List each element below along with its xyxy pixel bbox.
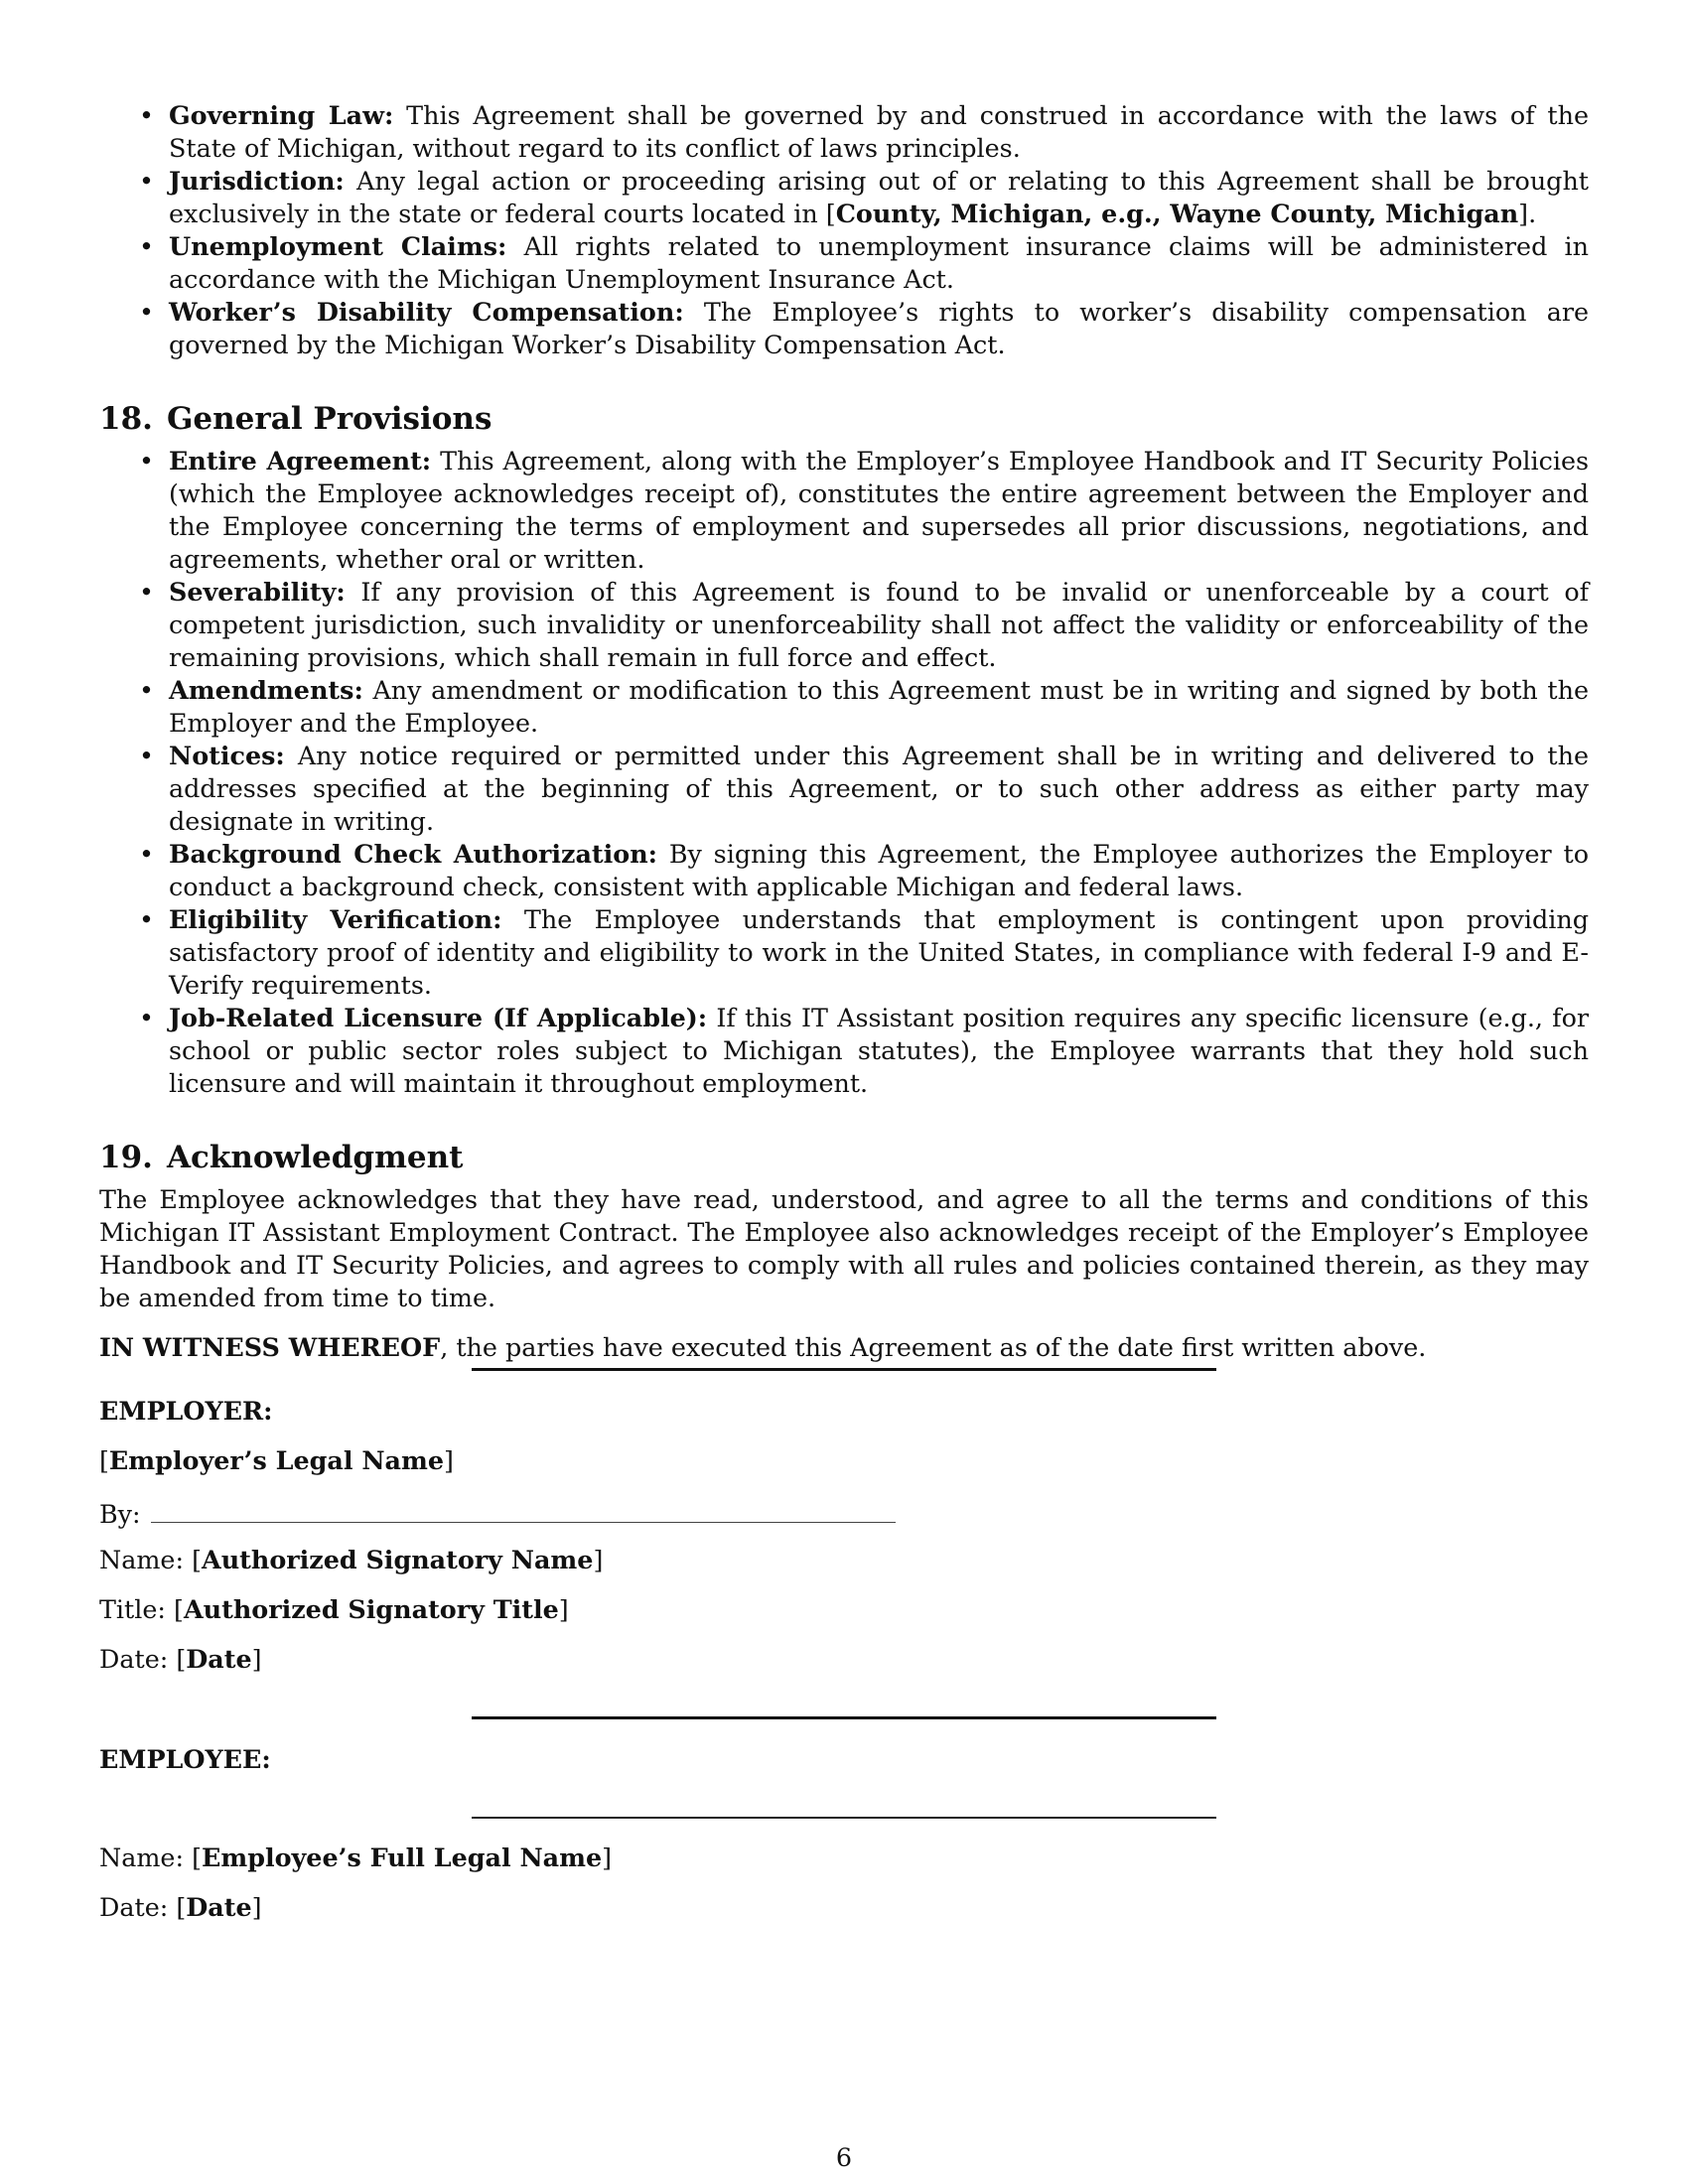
item-text: All rights related to unemployment insurance claims will be administered in accordance with the Michigan Unemployment Insurance Act.	[169, 231, 1589, 294]
by-label: By:	[99, 1499, 141, 1529]
item-text: By signing this Agreement, the Employee authorizes the Employer to conduct a background check, consistent with applicable Michigan and federal laws.	[169, 839, 1589, 901]
page-number: 6	[835, 2142, 853, 2172]
employee-heading: EMPLOYEE:	[99, 1744, 271, 1774]
list-item-jurisdiction	[99, 165, 1589, 230]
list-item-disability-compensation	[99, 296, 1589, 361]
item-text: The Employee understands that employment is contingent upon providing satisfactory proof of identity and eligibility to work in the United States, in compliance with federal I-9 and E-Verify requirements.	[169, 904, 1590, 1000]
section-18-list	[99, 445, 1589, 1100]
employer-heading: EMPLOYER:	[99, 1396, 273, 1426]
item-term: Background Check Authorization:	[169, 839, 658, 869]
acknowledgment-paragraph: The Employee acknowledges that they have read, understood, and agree to all the terms and conditions of this Michigan IT Assistant Employment Contract. The Employee also acknowledges receipt of the Employer’s Employee Handbook and IT Security Policies, and agrees to comply with all rules and policies contained therein, as they may be amended from time to time.	[99, 1184, 1589, 1312]
name-label: Name:	[99, 1545, 185, 1574]
title-label: Title:	[99, 1594, 166, 1624]
date-label: Date:	[99, 1892, 169, 1922]
section-number: 19.	[99, 1140, 153, 1175]
item-text: Any legal action or proceeding arising out of or relating to this Agreement shall be brought exclusively in the state or federal courts located in [	[169, 166, 1589, 228]
list-item-notices	[99, 740, 1589, 838]
employee-separator-line	[472, 1716, 1216, 1719]
section-title: Acknowledgment	[166, 1140, 464, 1175]
employee-name: Name: [Employee’s Full Legal Name]	[99, 1843, 613, 1872]
employer-signatory-title: Title: [Authorized Signatory Title]	[99, 1594, 569, 1624]
employer-signature-field[interactable]	[151, 1494, 896, 1523]
list-item-unemployment-claims	[99, 230, 1589, 296]
witness-lead: IN WITNESS WHEREOF	[99, 1332, 441, 1362]
employee-date: Date: [Date]	[99, 1892, 262, 1922]
list-item-entire-agreement	[99, 445, 1589, 576]
date-label: Date:	[99, 1644, 169, 1674]
item-term: Job-Related Licensure (If Applicable):	[169, 1003, 708, 1032]
employer-by-line[interactable]	[99, 1494, 896, 1531]
item-term: Entire Agreement:	[169, 446, 432, 476]
employer-legal-name-placeholder: Employer’s Legal Name	[108, 1445, 445, 1475]
item-term: Worker’s Disability Compensation:	[169, 297, 684, 327]
employee-name-placeholder: Employee’s Full Legal Name	[202, 1843, 603, 1872]
section-19-heading	[99, 1138, 1589, 1177]
list-item-amendments	[99, 674, 1589, 740]
employer-date: Date: [Date]	[99, 1644, 262, 1674]
signatory-title-placeholder: Authorized Signatory Title	[183, 1594, 559, 1624]
list-item-background-check	[99, 838, 1589, 903]
item-term: Notices:	[169, 741, 285, 770]
witness-statement	[99, 1331, 1589, 1364]
item-text: If this IT Assistant position requires any specific licensure (e.g., for school or public sector roles subject to Michigan statutes), the Employee warrants that they hold such licensure and will maintain it throughout employment.	[169, 1003, 1589, 1098]
item-term: Jurisdiction:	[169, 166, 345, 196]
employer-legal-name: [Employer’s Legal Name]	[99, 1445, 454, 1475]
item-term: Amendments:	[169, 675, 363, 705]
name-label: Name:	[99, 1843, 185, 1872]
signatory-name-placeholder: Authorized Signatory Name	[202, 1545, 594, 1574]
list-item-governing-law	[99, 99, 1589, 165]
item-term: Governing Law:	[169, 100, 394, 130]
item-text-end: ].	[1518, 199, 1537, 228]
item-text: This Agreement shall be governed by and construed in accordance with the laws of the State of Michigan, without regard to its conflict of laws principles.	[169, 100, 1589, 163]
item-term: Eligibility Verification:	[169, 904, 502, 934]
item-text: Any notice required or permitted under this Agreement shall be in writing and delivered to the addresses specified at the beginning of this Agreement, or to such other address as either party may designate in writing.	[169, 741, 1589, 836]
employer-separator-line	[472, 1368, 1216, 1371]
list-item-eligibility-verification	[99, 903, 1589, 1002]
jurisdiction-placeholder: County, Michigan, e.g., Wayne County, Michigan	[835, 199, 1519, 228]
item-text: If any provision of this Agreement is found to be invalid or unenforceable by a court of competent jurisdiction, such invalidity or unenforceability shall not affect the validity or enforceability of the remaining provisions, which shall remain in full force and effect.	[169, 577, 1589, 672]
item-text: Any amendment or modification to this Agreement must be in writing and signed by both the Employer and the Employee.	[169, 675, 1589, 738]
list-item-severability	[99, 576, 1589, 674]
employee-signature-line[interactable]	[472, 1817, 1216, 1819]
document-body	[99, 99, 1589, 1364]
section-number: 18.	[99, 401, 153, 437]
employer-signatory-name: Name: [Authorized Signatory Name]	[99, 1545, 604, 1574]
item-text: The Employee’s rights to worker’s disability compensation are governed by the Michigan Worker’s Disability Compensation Act.	[169, 297, 1589, 359]
item-term: Unemployment Claims:	[169, 231, 507, 261]
item-term: Severability:	[169, 577, 346, 607]
section-18-heading	[99, 399, 1589, 439]
section-title: General Provisions	[166, 401, 492, 437]
list-item-job-licensure	[99, 1002, 1589, 1100]
section-17-list	[99, 99, 1589, 361]
witness-text: , the parties have executed this Agreement as of the date first written above.	[440, 1332, 1427, 1362]
item-text: This Agreement, along with the Employer’s Employee Handbook and IT Security Policies (which the Employee acknowledges receipt of), constitutes the entire agreement between the Employer and the Employee concerning the terms of employment and supersedes all prior discussions, negotiations, and agreements, whether oral or written.	[169, 446, 1589, 574]
date-placeholder: Date	[186, 1892, 252, 1922]
date-placeholder: Date	[186, 1644, 252, 1674]
